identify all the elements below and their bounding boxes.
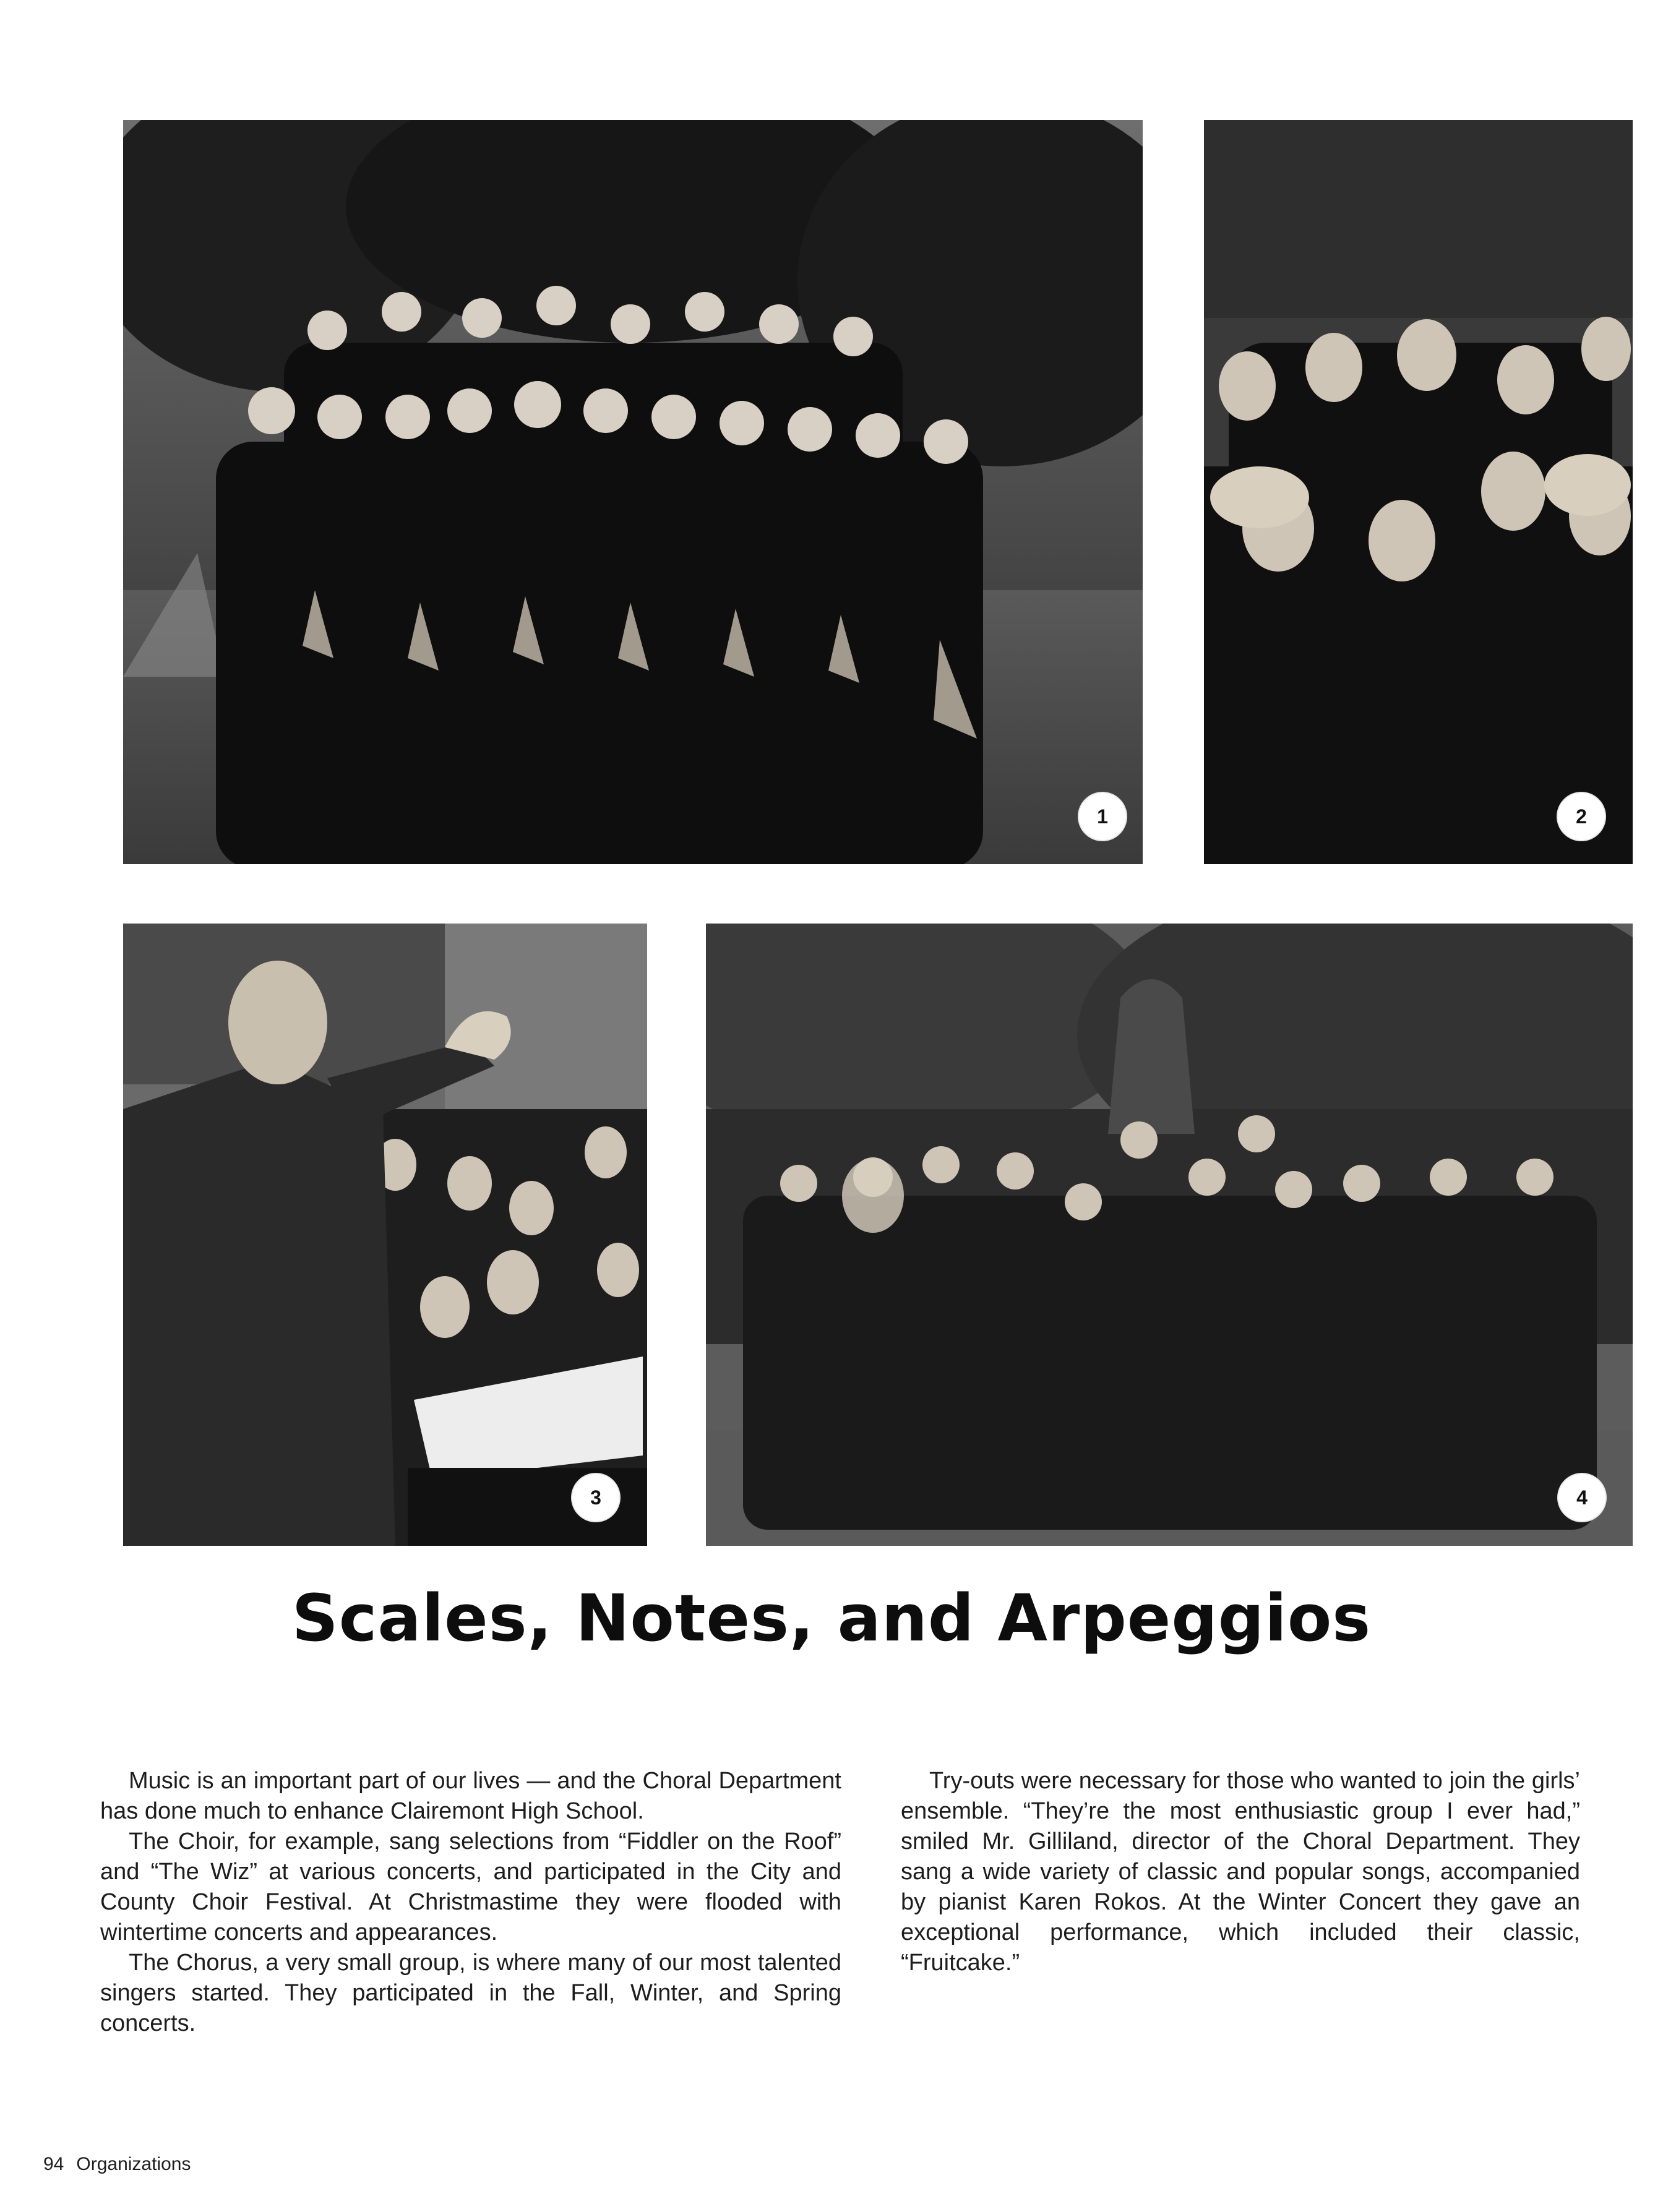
body-paragraph: The Choir, for example, sang selections from “Fiddler on the Roof” and “The Wiz” at various concerts, and participated in the City and County Choir Festival. At Christmastime they were flooded with wintertime concerts and appearances. [100, 1828, 841, 1945]
photo-choir-singing-closeup [1204, 120, 1633, 864]
photo-girls-ensemble [706, 924, 1633, 1546]
photo-choir-outdoors [123, 120, 1143, 864]
page-number: 94 [43, 2154, 64, 2174]
photo-number-badge: 4 [1558, 1474, 1605, 1521]
photo-number-badge: 1 [1079, 793, 1126, 840]
page-headline: Scales, Notes, and Arpeggios [291, 1580, 1372, 1656]
photo-conductor-directing [123, 924, 647, 1546]
photo-number-badge: 2 [1558, 793, 1605, 840]
section-name: Organizations [76, 2154, 191, 2174]
body-paragraph: The Chorus, a very small group, is where many of our most talented singers started. They participated in the Fall, Winter, and Spring concerts. [100, 1950, 841, 2036]
page-folio [43, 2154, 191, 2175]
photo-number-badge: 3 [572, 1474, 619, 1521]
body-paragraph: Music is an important part of our lives — and the Choral Department has done much to enhance Clairemont High School. [100, 1768, 841, 1824]
body-text-right-column [901, 1766, 1580, 1978]
body-text-left-column [100, 1766, 841, 2039]
body-paragraph: Try-outs were necessary for those who wanted to join the girls’ ensemble. “They’re the most enthusiastic group I ever had,” smiled Mr. Gilliland, director of the Choral Department. They sang a wide variety of classic and popular songs, accompanied by pianist Karen Rokos. At the Winter Concert they gave an exceptional performance, which included their classic, “Fruitcake.” [901, 1768, 1580, 1976]
